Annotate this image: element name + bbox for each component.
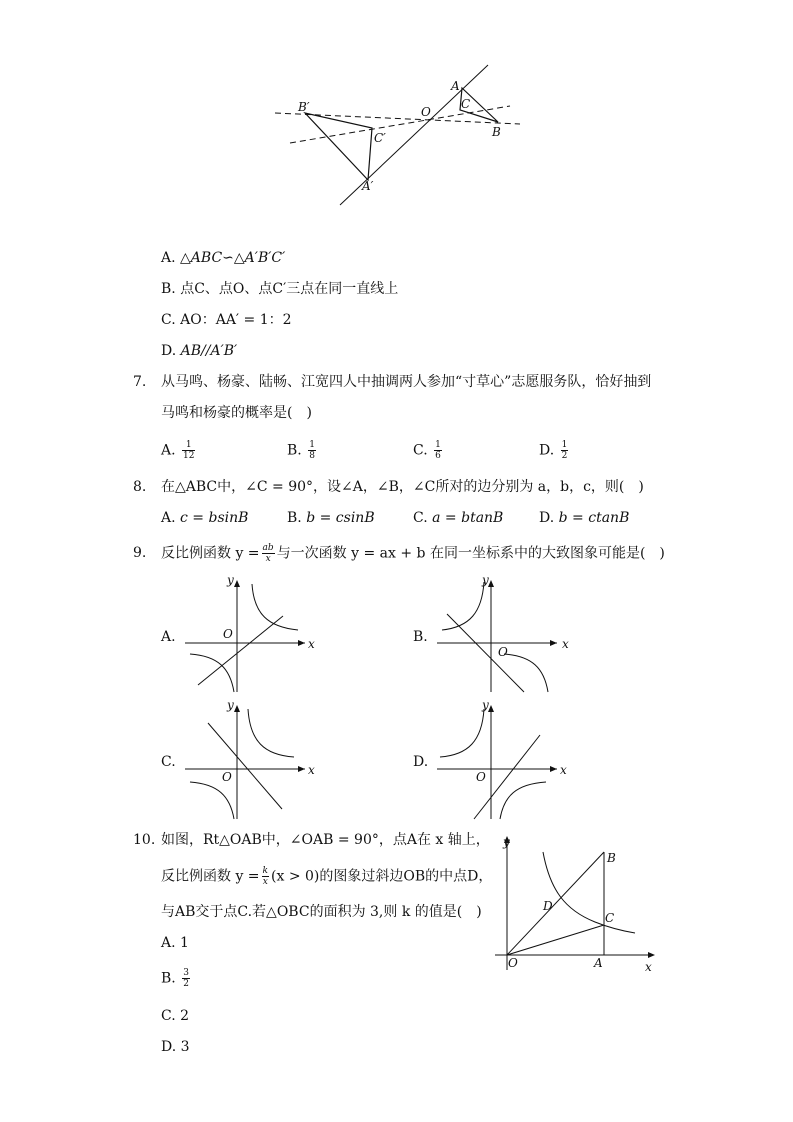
q10-figure xyxy=(495,830,665,980)
q8-option-b: B. b = csinB xyxy=(287,510,375,526)
q10-stem-line1: 如图，Rt△OAB中，∠OAB = 90°，点A在 x 轴上， xyxy=(161,832,490,848)
axis-x-label: x xyxy=(308,763,315,777)
q9-number: 9. xyxy=(133,545,147,561)
origin-label: O xyxy=(476,770,486,784)
q9-option-b-letter: B. xyxy=(413,629,428,645)
fraction: $\frac{3}{2}$ xyxy=(183,968,189,989)
q6-option-c: C. AO：AA′ = 1：2 xyxy=(161,312,292,328)
q8-number: 8. xyxy=(133,479,147,495)
homothety-figure xyxy=(0,0,793,230)
origin-label: O xyxy=(223,627,233,641)
axis-x-label: x xyxy=(645,960,652,974)
label-B: B xyxy=(607,851,616,865)
q9-graph-b xyxy=(432,572,572,697)
axis-y-label: y xyxy=(227,573,234,587)
q8-option-d: D. b = ctanB xyxy=(539,510,630,526)
label-B: B xyxy=(492,125,501,139)
fraction-ab-over-x: $\frac{ab}{x}$ xyxy=(262,543,274,564)
q6-option-a: A. △ABC∽△A′B′C′ xyxy=(161,250,286,266)
q7-option-a: A. $\frac{1}{12}$ xyxy=(161,440,195,461)
axis-y-label: y xyxy=(482,698,489,712)
q9-graph-c xyxy=(180,697,320,822)
q10-stem-line2: 反比例函数 y = $\frac{k}{x}$ (x > 0)的图象过斜边OB的中点D， xyxy=(161,866,493,887)
q7-option-c: C. $\frac{1}{6}$ xyxy=(413,440,441,461)
q7-option-d: D. $\frac{1}{2}$ xyxy=(539,440,568,461)
q9-stem: 反比例函数 y = $\frac{ab}{x}$ 与一次函数 y = ax + b 在同一坐标系中的大致图象可能是( ) xyxy=(161,543,665,564)
q10-option-c: C. 2 xyxy=(161,1008,190,1024)
label-A-prime: A′ xyxy=(362,179,374,193)
q10-number: 10. xyxy=(133,832,156,848)
fraction: $\frac{1}{6}$ xyxy=(435,440,441,461)
label-A: A xyxy=(451,79,460,93)
fraction: $\frac{1}{8}$ xyxy=(309,440,315,461)
q10-option-d: D. 3 xyxy=(161,1039,190,1055)
fraction-k-over-x: $\frac{k}{x}$ xyxy=(262,866,269,887)
axis-x-label: x xyxy=(308,637,315,651)
q7-option-b: B. $\frac{1}{8}$ xyxy=(287,440,315,461)
q7-stem-line2: 马鸣和杨豪的概率是( ) xyxy=(161,405,312,421)
q9-option-c-letter: C. xyxy=(161,754,176,770)
q8-stem: 在△ABC中，∠C = 90°，设∠A，∠B，∠C所对的边分别为 a，b，c，则( ) xyxy=(161,479,644,495)
q6-option-b: B. 点C、点O、点C′三点在同一直线上 xyxy=(161,281,399,297)
origin-label: O xyxy=(222,770,232,784)
q6-option-d: D. AB//A′B′ xyxy=(161,343,238,359)
label-C: C xyxy=(605,911,615,925)
axis-y-label: y xyxy=(482,573,489,587)
q8-option-c: C. a = btanB xyxy=(413,510,504,526)
label-B-prime: B′ xyxy=(298,100,310,114)
q9-graph-d xyxy=(432,697,572,822)
q10-option-a: A. 1 xyxy=(161,935,189,951)
q10-stem-line3: 与AB交于点C.若△OBC的面积为 3,则 k 的值是( ) xyxy=(161,904,482,920)
origin-label: O xyxy=(498,645,508,659)
q9-option-d-letter: D. xyxy=(413,754,429,770)
fraction: $\frac{1}{12}$ xyxy=(183,440,195,461)
label-A: A xyxy=(594,956,603,970)
label-C-prime: C′ xyxy=(374,131,386,145)
axis-x-label: x xyxy=(560,763,567,777)
label-O: O xyxy=(421,105,431,119)
axis-y-label: y xyxy=(503,835,510,849)
axis-y-label: y xyxy=(227,698,234,712)
q10-option-b: B. $\frac{3}{2}$ xyxy=(161,968,189,989)
fraction: $\frac{1}{2}$ xyxy=(561,440,568,461)
q9-option-a-letter: A. xyxy=(161,629,176,645)
q7-stem-line1: 从马鸣、杨豪、陆畅、江宽四人中抽调两人参加“寸草心”志愿服务队，恰好抽到 xyxy=(161,374,652,390)
axis-x-label: x xyxy=(562,637,569,651)
label-C: C xyxy=(461,97,471,111)
label-D: D xyxy=(543,899,553,913)
origin-label: O xyxy=(508,956,518,970)
q9-graph-a xyxy=(180,572,320,697)
q8-option-a: A. c = bsinB xyxy=(161,510,249,526)
q7-number: 7. xyxy=(133,374,147,390)
